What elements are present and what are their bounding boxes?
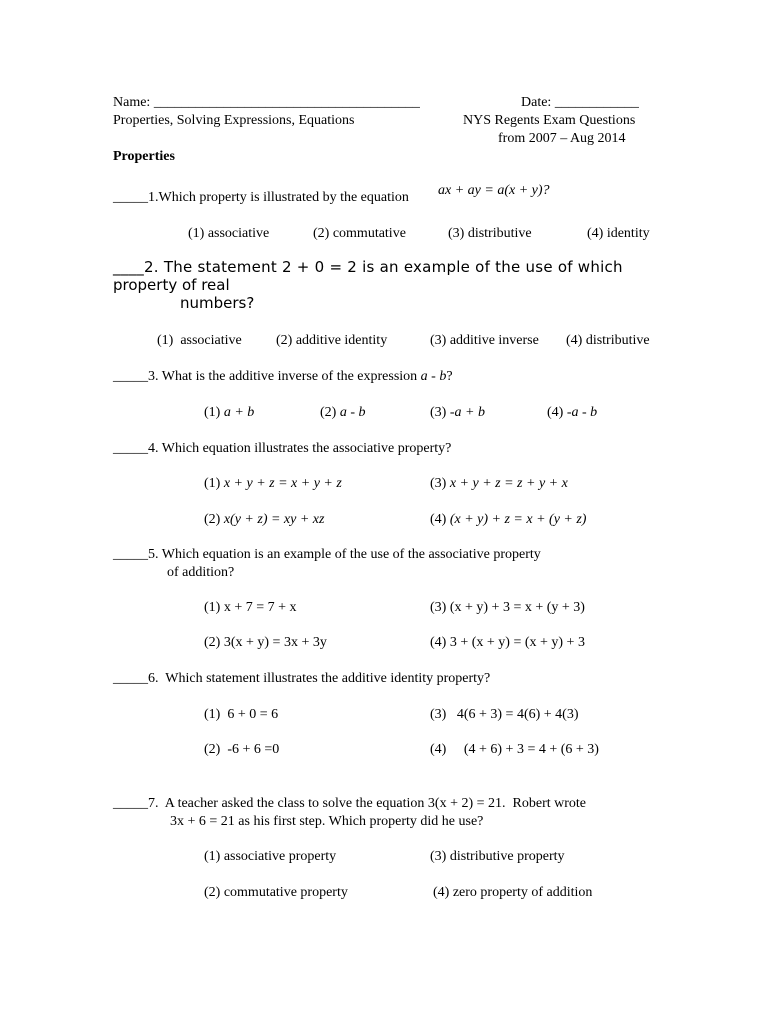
question-6-choice-1: (1) 6 + 0 = 6 <box>204 707 279 722</box>
question-2-stem-line1: ____2. The statement 2 + 0 = 2 is an example of the use of which <box>113 258 623 276</box>
question-2-choice-4: (4) distributive <box>566 333 650 348</box>
question-2-choice-3: (3) additive inverse <box>430 333 539 348</box>
question-5-stem-line2: of addition? <box>167 565 235 580</box>
question-7-choice-1: (1) associative property <box>204 849 337 864</box>
question-6-stem: _____6. Which statement illustrates the additive identity property? <box>113 671 491 686</box>
question-5-choice-4: (4) 3 + (x + y) = (x + y) + 3 <box>430 635 585 650</box>
question-3-stem-expression: a - b <box>420 369 447 384</box>
question-4-choice-2 <box>204 511 324 528</box>
question-7-stem-line1: _____7. A teacher asked the class to solve the equation 3(x + 2) = 21. Robert wrote <box>113 796 587 811</box>
question-4-choice-3 <box>430 475 568 492</box>
question-1-choice-2: (2) commutative <box>313 226 406 241</box>
choice-number: (1) <box>204 405 224 420</box>
choice-number: (3) <box>430 476 450 491</box>
question-5-choice-2: (2) 3(x + y) = 3x + 3y <box>204 635 327 650</box>
question-1-equation: ax + ay = a(x + y)? <box>438 183 550 198</box>
question-2-stem-line3: numbers? <box>180 294 255 312</box>
choice-number: (4) <box>547 405 567 420</box>
question-4-choice-1 <box>204 475 342 492</box>
section-title: Properties <box>113 149 175 164</box>
question-7-choice-2: (2) commutative property <box>204 885 348 900</box>
choice-number: (1) <box>204 476 224 491</box>
date-field-line: Date: ____________ <box>521 95 639 110</box>
question-6-choice-2: (2) -6 + 6 =0 <box>204 742 280 757</box>
choice-number: (2) <box>320 405 340 420</box>
choice-expression: x(y + z) = xy + xz <box>223 512 325 527</box>
choice-expression: -a + b <box>449 405 485 420</box>
choice-expression: a - b <box>339 405 366 420</box>
name-field-line: Name: ______________________________________ <box>113 95 420 110</box>
question-4-choice-4 <box>430 511 586 528</box>
source-title: NYS Regents Exam Questions <box>463 113 636 128</box>
question-2-choice-2: (2) additive identity <box>276 333 388 348</box>
choice-expression: (x + y) + z = x + (y + z) <box>449 512 587 527</box>
question-2-choice-1: (1) associative <box>157 333 242 348</box>
question-3-choice-2 <box>320 404 366 421</box>
question-7-choice-3: (3) distributive property <box>430 849 565 864</box>
question-3-choice-1 <box>204 404 254 421</box>
question-4-stem: _____4. Which equation illustrates the associative property? <box>113 441 452 456</box>
question-3-stem <box>113 368 453 385</box>
question-1-choice-3: (3) distributive <box>448 226 532 241</box>
question-3-choice-4 <box>547 404 597 421</box>
question-5-choice-3: (3) (x + y) + 3 = x + (y + 3) <box>430 600 585 615</box>
choice-expression: a + b <box>223 405 255 420</box>
choice-expression: x + y + z = z + y + x <box>449 476 568 491</box>
worksheet-subtitle: Properties, Solving Expressions, Equations <box>113 113 355 128</box>
choice-expression: x + y + z = x + y + z <box>223 476 342 491</box>
choice-number: (4) <box>430 512 450 527</box>
question-7-stem-line2: 3x + 6 = 21 as his first step. Which property did he use? <box>170 814 484 829</box>
question-6-choice-3: (3) 4(6 + 3) = 4(6) + 4(3) <box>430 707 579 722</box>
question-3-choice-3 <box>430 404 485 421</box>
question-3-stem-text: _____3. What is the additive inverse of the expression <box>113 369 421 384</box>
question-7-choice-4: (4) zero property of addition <box>433 885 593 900</box>
question-2-stem-line2: property of real <box>113 276 230 294</box>
question-1-stem: _____1.Which property is illustrated by the equation <box>113 190 409 205</box>
choice-expression: -a - b <box>566 405 598 420</box>
question-3-stem-mark: ? <box>446 369 453 384</box>
choice-number: (3) <box>430 405 450 420</box>
question-5-stem-line1: _____5. Which equation is an example of the use of the associative property <box>113 547 541 562</box>
question-5-choice-1: (1) x + 7 = 7 + x <box>204 600 297 615</box>
question-1-choice-4: (4) identity <box>587 226 650 241</box>
question-6-choice-4: (4) (4 + 6) + 3 = 4 + (6 + 3) <box>430 742 599 757</box>
source-date-range: from 2007 – Aug 2014 <box>498 131 626 146</box>
question-1-choice-1: (1) associative <box>188 226 270 241</box>
choice-number: (2) <box>204 512 224 527</box>
